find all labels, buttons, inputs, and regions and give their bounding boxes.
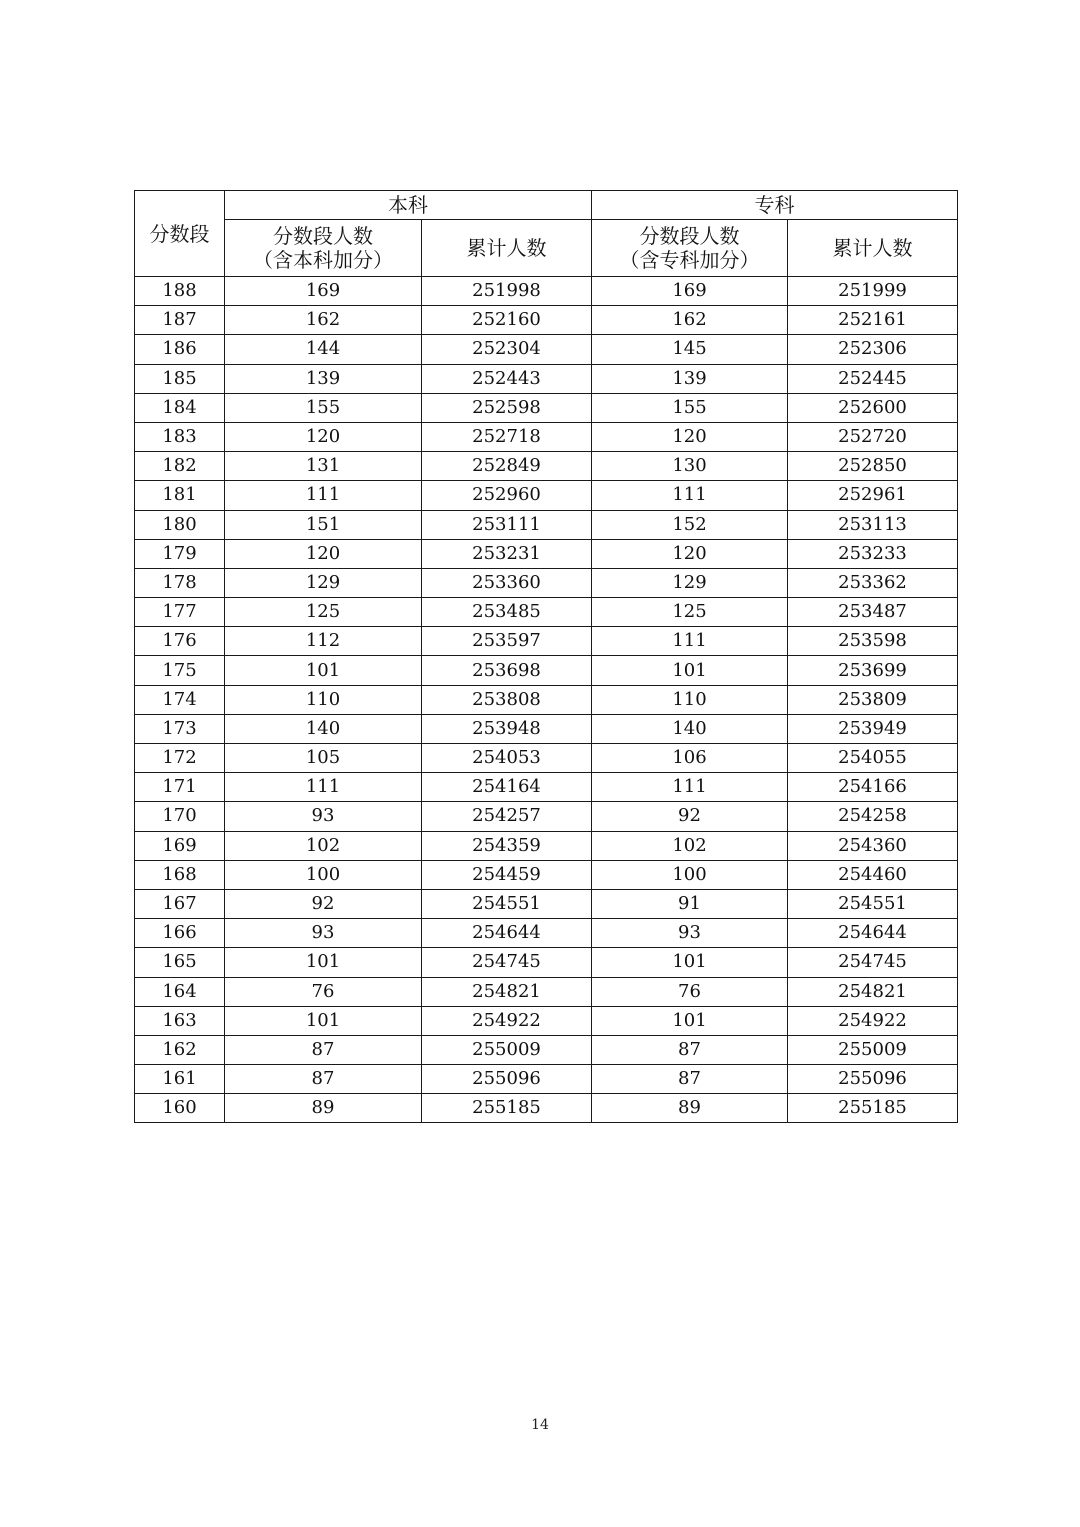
college-count-cell: 155 xyxy=(592,393,788,422)
undergrad-count-cell: 169 xyxy=(225,277,422,306)
undergrad-group-header: 本科 xyxy=(225,191,592,220)
college-count-cell: 125 xyxy=(592,598,788,627)
undergrad-count-cell: 155 xyxy=(225,393,422,422)
undergrad-cumulative-cell: 255096 xyxy=(422,1065,592,1094)
undergrad-count-cell: 120 xyxy=(225,422,422,451)
table-row xyxy=(135,831,958,860)
table-row xyxy=(135,656,958,685)
table-row xyxy=(135,335,958,364)
undergrad-count-header-line1: 分数段人数 xyxy=(273,224,373,248)
undergrad-count-cell: 162 xyxy=(225,306,422,335)
college-cumulative-cell: 254922 xyxy=(788,1006,958,1035)
score-cell: 165 xyxy=(135,948,225,977)
undergrad-cumulative-cell: 254922 xyxy=(422,1006,592,1035)
undergrad-cumulative-header: 累计人数 xyxy=(422,220,592,277)
table-row xyxy=(135,481,958,510)
college-cumulative-cell: 253949 xyxy=(788,714,958,743)
college-cumulative-cell: 252720 xyxy=(788,422,958,451)
score-cell: 164 xyxy=(135,977,225,1006)
undergrad-count-cell: 93 xyxy=(225,802,422,831)
undergrad-count-cell: 139 xyxy=(225,364,422,393)
undergrad-cumulative-cell: 253948 xyxy=(422,714,592,743)
table-row xyxy=(135,306,958,335)
undergrad-cumulative-cell: 254359 xyxy=(422,831,592,860)
college-count-cell: 120 xyxy=(592,539,788,568)
score-cell: 173 xyxy=(135,714,225,743)
undergrad-cumulative-cell: 254257 xyxy=(422,802,592,831)
college-count-cell: 169 xyxy=(592,277,788,306)
college-count-cell: 111 xyxy=(592,481,788,510)
table-row xyxy=(135,802,958,831)
undergrad-cumulative-cell: 253360 xyxy=(422,568,592,597)
undergrad-cumulative-cell: 252598 xyxy=(422,393,592,422)
college-count-cell: 92 xyxy=(592,802,788,831)
score-cell: 182 xyxy=(135,452,225,481)
undergrad-cumulative-cell: 251998 xyxy=(422,277,592,306)
undergrad-cumulative-cell: 252849 xyxy=(422,452,592,481)
college-count-cell: 87 xyxy=(592,1035,788,1064)
table-row xyxy=(135,277,958,306)
college-count-cell: 145 xyxy=(592,335,788,364)
college-cumulative-cell: 253809 xyxy=(788,685,958,714)
undergrad-count-cell: 111 xyxy=(225,481,422,510)
college-count-cell: 152 xyxy=(592,510,788,539)
table-row xyxy=(135,714,958,743)
college-count-cell: 106 xyxy=(592,744,788,773)
undergrad-cumulative-cell: 254745 xyxy=(422,948,592,977)
college-cumulative-cell: 253699 xyxy=(788,656,958,685)
table-row xyxy=(135,539,958,568)
college-count-cell: 101 xyxy=(592,948,788,977)
college-cumulative-header: 累计人数 xyxy=(788,220,958,277)
college-count-cell: 111 xyxy=(592,627,788,656)
score-column-header: 分数段 xyxy=(135,191,225,277)
college-cumulative-cell: 251999 xyxy=(788,277,958,306)
table-row xyxy=(135,393,958,422)
college-cumulative-cell: 254460 xyxy=(788,860,958,889)
college-cumulative-cell: 252600 xyxy=(788,393,958,422)
score-cell: 186 xyxy=(135,335,225,364)
college-cumulative-cell: 254644 xyxy=(788,919,958,948)
college-cumulative-cell: 252445 xyxy=(788,364,958,393)
score-cell: 181 xyxy=(135,481,225,510)
score-cell: 184 xyxy=(135,393,225,422)
college-cumulative-cell: 252850 xyxy=(788,452,958,481)
undergrad-cumulative-cell: 255185 xyxy=(422,1094,592,1123)
college-count-cell: 130 xyxy=(592,452,788,481)
score-cell: 177 xyxy=(135,598,225,627)
undergrad-count-cell: 93 xyxy=(225,919,422,948)
undergrad-cumulative-cell: 253231 xyxy=(422,539,592,568)
undergrad-count-header-line2: （含本科加分） xyxy=(253,248,393,272)
undergrad-count-cell: 140 xyxy=(225,714,422,743)
table-row xyxy=(135,1094,958,1123)
undergrad-count-cell: 111 xyxy=(225,773,422,802)
college-cumulative-cell: 253598 xyxy=(788,627,958,656)
college-cumulative-cell: 253362 xyxy=(788,568,958,597)
college-count-cell: 140 xyxy=(592,714,788,743)
undergrad-cumulative-cell: 255009 xyxy=(422,1035,592,1064)
undergrad-cumulative-cell: 254821 xyxy=(422,977,592,1006)
college-cumulative-cell: 254821 xyxy=(788,977,958,1006)
table-row xyxy=(135,598,958,627)
college-count-cell: 129 xyxy=(592,568,788,597)
undergrad-cumulative-cell: 252304 xyxy=(422,335,592,364)
table-row xyxy=(135,889,958,918)
undergrad-count-cell: 87 xyxy=(225,1035,422,1064)
score-cell: 188 xyxy=(135,277,225,306)
undergrad-count-cell: 102 xyxy=(225,831,422,860)
college-cumulative-cell: 253487 xyxy=(788,598,958,627)
table-row xyxy=(135,744,958,773)
score-cell: 174 xyxy=(135,685,225,714)
college-cumulative-cell: 255009 xyxy=(788,1035,958,1064)
undergrad-count-cell: 105 xyxy=(225,744,422,773)
undergrad-count-cell: 144 xyxy=(225,335,422,364)
college-cumulative-cell: 252161 xyxy=(788,306,958,335)
table-row xyxy=(135,452,958,481)
undergrad-cumulative-cell: 253808 xyxy=(422,685,592,714)
score-cell: 187 xyxy=(135,306,225,335)
undergrad-count-cell: 100 xyxy=(225,860,422,889)
undergrad-cumulative-cell: 253485 xyxy=(422,598,592,627)
college-cumulative-cell: 252961 xyxy=(788,481,958,510)
undergrad-count-cell: 101 xyxy=(225,656,422,685)
undergrad-count-cell: 89 xyxy=(225,1094,422,1123)
undergrad-cumulative-cell: 253111 xyxy=(422,510,592,539)
undergrad-count-cell: 87 xyxy=(225,1065,422,1094)
college-cumulative-cell: 255096 xyxy=(788,1065,958,1094)
college-count-cell: 100 xyxy=(592,860,788,889)
undergrad-count-cell: 101 xyxy=(225,1006,422,1035)
undergrad-count-cell: 125 xyxy=(225,598,422,627)
undergrad-cumulative-cell: 252160 xyxy=(422,306,592,335)
undergrad-count-cell: 101 xyxy=(225,948,422,977)
college-cumulative-cell: 254055 xyxy=(788,744,958,773)
college-count-cell: 120 xyxy=(592,422,788,451)
undergrad-cumulative-cell: 252960 xyxy=(422,481,592,510)
page-number: 14 xyxy=(531,1417,549,1433)
college-cumulative-cell: 253233 xyxy=(788,539,958,568)
score-cell: 166 xyxy=(135,919,225,948)
score-cell: 170 xyxy=(135,802,225,831)
undergrad-cumulative-cell: 254459 xyxy=(422,860,592,889)
score-cell: 171 xyxy=(135,773,225,802)
table-header xyxy=(135,191,958,277)
undergrad-count-cell: 120 xyxy=(225,539,422,568)
undergrad-cumulative-cell: 252443 xyxy=(422,364,592,393)
undergrad-cumulative-cell: 254053 xyxy=(422,744,592,773)
table-row xyxy=(135,1035,958,1064)
college-count-cell: 93 xyxy=(592,919,788,948)
table-body xyxy=(135,277,958,1123)
undergrad-count-cell: 112 xyxy=(225,627,422,656)
college-count-cell: 162 xyxy=(592,306,788,335)
score-cell: 163 xyxy=(135,1006,225,1035)
score-cell: 175 xyxy=(135,656,225,685)
college-group-header: 专科 xyxy=(592,191,958,220)
college-cumulative-cell: 254360 xyxy=(788,831,958,860)
college-count-cell: 76 xyxy=(592,977,788,1006)
table-row xyxy=(135,1065,958,1094)
undergrad-count-cell: 151 xyxy=(225,510,422,539)
undergrad-count-cell: 129 xyxy=(225,568,422,597)
score-cell: 185 xyxy=(135,364,225,393)
score-cell: 183 xyxy=(135,422,225,451)
college-cumulative-cell: 252306 xyxy=(788,335,958,364)
college-count-cell: 89 xyxy=(592,1094,788,1123)
undergrad-cumulative-cell: 253597 xyxy=(422,627,592,656)
college-cumulative-cell: 254258 xyxy=(788,802,958,831)
table-row xyxy=(135,977,958,1006)
college-count-cell: 111 xyxy=(592,773,788,802)
undergrad-cumulative-cell: 254551 xyxy=(422,889,592,918)
college-cumulative-cell: 253113 xyxy=(788,510,958,539)
college-count-cell: 87 xyxy=(592,1065,788,1094)
undergrad-count-cell: 76 xyxy=(225,977,422,1006)
score-cell: 168 xyxy=(135,860,225,889)
score-cell: 179 xyxy=(135,539,225,568)
undergrad-count-cell: 110 xyxy=(225,685,422,714)
table-row xyxy=(135,568,958,597)
table-row xyxy=(135,919,958,948)
college-count-cell: 101 xyxy=(592,1006,788,1035)
college-count-cell: 139 xyxy=(592,364,788,393)
college-count-cell: 110 xyxy=(592,685,788,714)
table-row xyxy=(135,860,958,889)
table-row xyxy=(135,1006,958,1035)
college-count-cell: 101 xyxy=(592,656,788,685)
score-cell: 172 xyxy=(135,744,225,773)
undergrad-count-cell: 131 xyxy=(225,452,422,481)
table-row xyxy=(135,948,958,977)
undergrad-cumulative-cell: 252718 xyxy=(422,422,592,451)
table-row xyxy=(135,773,958,802)
college-count-header-line2: （含专科加分） xyxy=(619,248,760,272)
score-cell: 169 xyxy=(135,831,225,860)
college-count-header xyxy=(592,220,788,277)
college-count-header-line1: 分数段人数 xyxy=(639,224,740,248)
score-cell: 161 xyxy=(135,1065,225,1094)
score-distribution-table xyxy=(134,190,958,1123)
undergrad-cumulative-cell: 253698 xyxy=(422,656,592,685)
table-row xyxy=(135,510,958,539)
undergrad-cumulative-cell: 254164 xyxy=(422,773,592,802)
college-cumulative-cell: 254551 xyxy=(788,889,958,918)
college-count-cell: 102 xyxy=(592,831,788,860)
table-row xyxy=(135,422,958,451)
undergrad-count-cell: 92 xyxy=(225,889,422,918)
score-cell: 176 xyxy=(135,627,225,656)
college-cumulative-cell: 254745 xyxy=(788,948,958,977)
table-row xyxy=(135,627,958,656)
college-cumulative-cell: 254166 xyxy=(788,773,958,802)
table-row xyxy=(135,364,958,393)
college-count-cell: 91 xyxy=(592,889,788,918)
undergrad-count-header xyxy=(225,220,422,277)
table-row xyxy=(135,685,958,714)
score-cell: 178 xyxy=(135,568,225,597)
score-cell: 162 xyxy=(135,1035,225,1064)
undergrad-cumulative-cell: 254644 xyxy=(422,919,592,948)
college-cumulative-cell: 255185 xyxy=(788,1094,958,1123)
score-cell: 167 xyxy=(135,889,225,918)
score-cell: 180 xyxy=(135,510,225,539)
score-cell: 160 xyxy=(135,1094,225,1123)
